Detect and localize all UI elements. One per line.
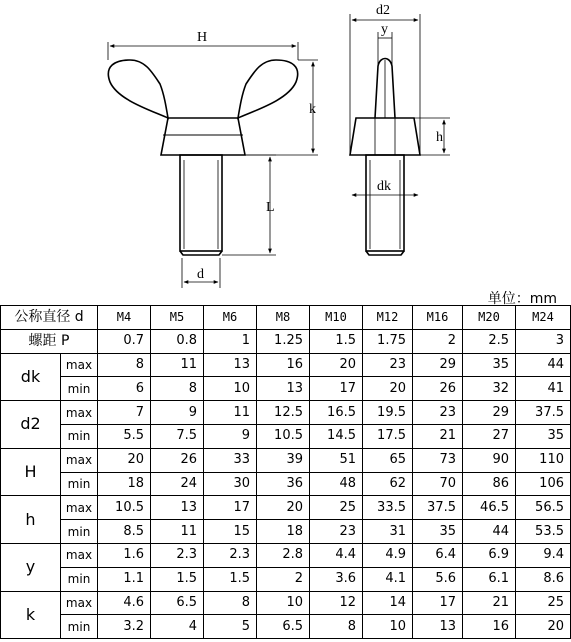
- value-cell: 6.5: [257, 615, 310, 639]
- value-cell: 25: [516, 591, 571, 615]
- dimension-table: [0, 305, 571, 639]
- param-name: dk: [1, 353, 61, 401]
- value-cell: 23: [363, 353, 413, 377]
- side-view: [350, 14, 450, 255]
- value-cell: 11: [151, 520, 204, 544]
- value-cell: 17: [310, 377, 363, 401]
- value-cell: 10.5: [98, 496, 151, 520]
- value-cell: 8.5: [98, 520, 151, 544]
- value-cell: 56.5: [516, 496, 571, 520]
- value-cell: 8: [204, 591, 257, 615]
- value-cell: 17: [413, 591, 463, 615]
- value-cell: 6.4: [413, 543, 463, 567]
- value-cell: 20: [310, 353, 363, 377]
- value-cell: 15: [204, 520, 257, 544]
- value-cell: 14: [363, 591, 413, 615]
- param-row-max: [1, 401, 571, 425]
- value-cell: 4.1: [363, 567, 413, 591]
- limit-label: max: [61, 496, 98, 520]
- value-cell: 16: [463, 615, 516, 639]
- limit-label: max: [61, 543, 98, 567]
- pitch-cell: 0.7: [98, 329, 151, 353]
- value-cell: 19.5: [363, 401, 413, 425]
- unit-label: 单位：mm: [487, 291, 557, 307]
- value-cell: 21: [413, 424, 463, 448]
- value-cell: 2.3: [151, 543, 204, 567]
- header-row: [1, 306, 571, 330]
- value-cell: 13: [151, 496, 204, 520]
- value-cell: 4.4: [310, 543, 363, 567]
- value-cell: 4.9: [363, 543, 413, 567]
- value-cell: 30: [204, 472, 257, 496]
- value-cell: 13: [413, 615, 463, 639]
- limit-label: max: [61, 591, 98, 615]
- param-name: h: [1, 496, 61, 544]
- pitch-cell: 3: [516, 329, 571, 353]
- value-cell: 7: [98, 401, 151, 425]
- value-cell: 9: [204, 424, 257, 448]
- value-cell: 2.8: [257, 543, 310, 567]
- label-d: d: [197, 267, 204, 282]
- value-cell: 23: [413, 401, 463, 425]
- limit-label: min: [61, 520, 98, 544]
- value-cell: 16.5: [310, 401, 363, 425]
- param-row-max: [1, 591, 571, 615]
- label-k: k: [309, 102, 316, 117]
- value-cell: 20: [516, 615, 571, 639]
- value-cell: 6.1: [463, 567, 516, 591]
- value-cell: 37.5: [413, 496, 463, 520]
- value-cell: 35: [413, 520, 463, 544]
- limit-label: max: [61, 353, 98, 377]
- size-header: M20: [463, 306, 516, 330]
- limit-label: min: [61, 567, 98, 591]
- value-cell: 31: [363, 520, 413, 544]
- param-row-min: [1, 424, 571, 448]
- value-cell: 70: [413, 472, 463, 496]
- size-header: M8: [257, 306, 310, 330]
- limit-label: max: [61, 448, 98, 472]
- value-cell: 5: [204, 615, 257, 639]
- limit-label: min: [61, 472, 98, 496]
- value-cell: 35: [463, 353, 516, 377]
- value-cell: 6: [98, 377, 151, 401]
- value-cell: 1.5: [204, 567, 257, 591]
- value-cell: 90: [463, 448, 516, 472]
- value-cell: 36: [257, 472, 310, 496]
- value-cell: 17.5: [363, 424, 413, 448]
- value-cell: 14.5: [310, 424, 363, 448]
- label-L: L: [266, 200, 275, 215]
- value-cell: 39: [257, 448, 310, 472]
- value-cell: 65: [363, 448, 413, 472]
- value-cell: 8: [151, 377, 204, 401]
- param-row-max: [1, 543, 571, 567]
- size-header: M4: [98, 306, 151, 330]
- pitch-cell: 1.25: [257, 329, 310, 353]
- param-row-min: [1, 567, 571, 591]
- value-cell: 46.5: [463, 496, 516, 520]
- value-cell: 29: [463, 401, 516, 425]
- value-cell: 1.5: [151, 567, 204, 591]
- value-cell: 27: [463, 424, 516, 448]
- pitch-cell: 2.5: [463, 329, 516, 353]
- value-cell: 21: [463, 591, 516, 615]
- value-cell: 18: [98, 472, 151, 496]
- value-cell: 1.1: [98, 567, 151, 591]
- size-header: M5: [151, 306, 204, 330]
- value-cell: 9: [151, 401, 204, 425]
- value-cell: 12: [310, 591, 363, 615]
- param-name: y: [1, 543, 61, 591]
- value-cell: 73: [413, 448, 463, 472]
- value-cell: 37.5: [516, 401, 571, 425]
- value-cell: 10.5: [257, 424, 310, 448]
- size-header: M6: [204, 306, 257, 330]
- value-cell: 13: [257, 377, 310, 401]
- value-cell: 6.5: [151, 591, 204, 615]
- value-cell: 9.4: [516, 543, 571, 567]
- value-cell: 16: [257, 353, 310, 377]
- pitch-cell: 1: [204, 329, 257, 353]
- value-cell: 4: [151, 615, 204, 639]
- value-cell: 18: [257, 520, 310, 544]
- label-d2: d2: [376, 3, 390, 18]
- value-cell: 12.5: [257, 401, 310, 425]
- value-cell: 20: [98, 448, 151, 472]
- value-cell: 13: [204, 353, 257, 377]
- value-cell: 20: [363, 377, 413, 401]
- value-cell: 6.9: [463, 543, 516, 567]
- value-cell: 3.6: [310, 567, 363, 591]
- value-cell: 24: [151, 472, 204, 496]
- size-header: M16: [413, 306, 463, 330]
- value-cell: 3.2: [98, 615, 151, 639]
- pitch-cell: 1.75: [363, 329, 413, 353]
- value-cell: 48: [310, 472, 363, 496]
- param-row-max: [1, 448, 571, 472]
- value-cell: 10: [363, 615, 413, 639]
- value-cell: 51: [310, 448, 363, 472]
- label-h: h: [436, 130, 443, 145]
- value-cell: 10: [257, 591, 310, 615]
- value-cell: 8.6: [516, 567, 571, 591]
- limit-label: min: [61, 424, 98, 448]
- size-header: M12: [363, 306, 413, 330]
- front-view: [108, 42, 318, 288]
- value-cell: 62: [363, 472, 413, 496]
- corner-label: 公称直径 d: [1, 306, 98, 330]
- value-cell: 2.3: [204, 543, 257, 567]
- param-name: H: [1, 448, 61, 496]
- value-cell: 5.5: [98, 424, 151, 448]
- size-header: M10: [310, 306, 363, 330]
- value-cell: 53.5: [516, 520, 571, 544]
- value-cell: 35: [516, 424, 571, 448]
- value-cell: 10: [204, 377, 257, 401]
- value-cell: 11: [204, 401, 257, 425]
- pitch-cell: 2: [413, 329, 463, 353]
- label-H: H: [197, 30, 208, 45]
- param-row-min: [1, 615, 571, 639]
- value-cell: 23: [310, 520, 363, 544]
- param-row-max: [1, 496, 571, 520]
- pitch-row: [1, 329, 571, 353]
- pitch-cell: 0.8: [151, 329, 204, 353]
- value-cell: 4.6: [98, 591, 151, 615]
- limit-label: max: [61, 401, 98, 425]
- param-name: k: [1, 591, 61, 639]
- pitch-label: 螺距 P: [1, 329, 98, 353]
- param-row-min: [1, 520, 571, 544]
- value-cell: 106: [516, 472, 571, 496]
- wing-nut-drawing: [0, 0, 571, 290]
- value-cell: 26: [151, 448, 204, 472]
- value-cell: 20: [257, 496, 310, 520]
- value-cell: 26: [413, 377, 463, 401]
- pitch-cell: 1.5: [310, 329, 363, 353]
- value-cell: 33: [204, 448, 257, 472]
- value-cell: 1.6: [98, 543, 151, 567]
- limit-label: min: [61, 615, 98, 639]
- value-cell: 41: [516, 377, 571, 401]
- size-header: M24: [516, 306, 571, 330]
- value-cell: 11: [151, 353, 204, 377]
- value-cell: 110: [516, 448, 571, 472]
- value-cell: 8: [98, 353, 151, 377]
- value-cell: 86: [463, 472, 516, 496]
- value-cell: 25: [310, 496, 363, 520]
- limit-label: min: [61, 377, 98, 401]
- label-y: y: [381, 22, 388, 37]
- value-cell: 8: [310, 615, 363, 639]
- value-cell: 33.5: [363, 496, 413, 520]
- value-cell: 44: [516, 353, 571, 377]
- value-cell: 32: [463, 377, 516, 401]
- value-cell: 2: [257, 567, 310, 591]
- param-row-max: [1, 353, 571, 377]
- label-dk: dk: [377, 179, 391, 194]
- param-row-min: [1, 377, 571, 401]
- value-cell: 5.6: [413, 567, 463, 591]
- value-cell: 7.5: [151, 424, 204, 448]
- value-cell: 44: [463, 520, 516, 544]
- value-cell: 17: [204, 496, 257, 520]
- param-name: d2: [1, 401, 61, 449]
- param-row-min: [1, 472, 571, 496]
- value-cell: 29: [413, 353, 463, 377]
